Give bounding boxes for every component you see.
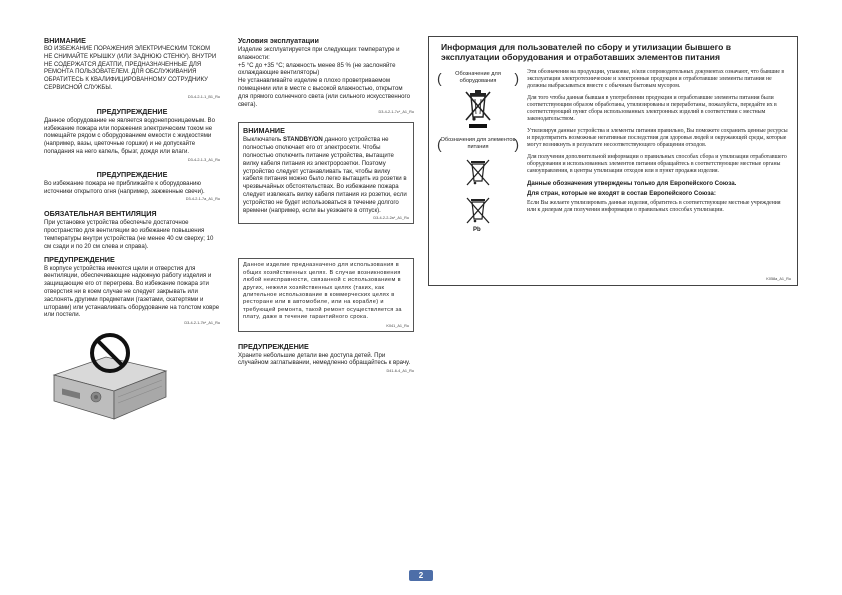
pb-label: Pb <box>473 227 481 233</box>
crossed-bin-battery-icon-2 <box>463 195 493 227</box>
conditions-text: Изделие эксплуатируется при следующих температуре и влажности: +5 °C до +35 °C; влажность менее 85 % (не заслоняйте охлаждающие вентиляторы) Не устанавливайте изделие в плохо проветриваемом помещении или в месте с высокой влажностью, открытом для прямого солнечного света (или сильного искусственного света). <box>238 46 410 108</box>
marking-batteries-label: ( Обозначения для элементов питания ) <box>437 136 519 152</box>
middle-column <box>238 36 414 381</box>
warning4-text: В корпусе устройства имеются щели и отверстия для вентиляции, обеспечивающие надежную работу изделия и защищающие его от перегрева. Во избежание пожара эти отверстия ни в коем случае не следует закрывать или заслонять другими предметами (газетами, скатертями и шторами) или устанавливать оборудование на толстом ковре или постели. <box>44 264 220 319</box>
non-eu-heading: Для стран, которые не входят в состав Европейского Союза: <box>527 190 716 197</box>
non-eu-text: Если Вы желаете утилизировать данные изделия, обратитесь в соответствующие местные учреждения или к дилерам для получения информации о правильных способах утилизации. <box>527 200 781 213</box>
household-text: Данное изделие предназначено для использования в общих хозяйственных целях. В случае возникновения любой неисправности, связанной с использованием в других, нежели хозяйственных целях (таких, как длительное использование в коммерческих целях в ресторане или в автомобиле, или на корабле) и требующей ремонта, такой ремонт осуществляется за плату, даже в течение гарантийного срока. <box>243 262 402 321</box>
caution-code: D3-4-2-2-2a*_A1_Ru <box>373 216 409 221</box>
caution-text <box>243 136 409 214</box>
warning5-text: Храните небольшие детали вне доступа детей. При случайном заглатывании, немедленно обращайтесь к врачу. <box>238 351 411 367</box>
warning3-code: D3-4-2-1-7a_A1_Ru <box>185 197 220 202</box>
disposal-info-code: K058a_A1_Ru <box>766 277 791 281</box>
warning3-text: Во избежание пожара не приближайте к оборудованию источники открытого огня (например, зажженные свечи). <box>44 179 205 195</box>
standby-caution-box <box>238 122 414 224</box>
info-paragraph-2: Для того чтобы данная бывшая в употреблении продукция и отработавшие элементы питания были соответствующим образом обработаны, утилизированы и переработаны, пожалуйста, передайте их в соответствующий пункт сбора использованных электронных изделий в соответствии с местным законодательством. <box>527 95 777 122</box>
marking-equipment-label: ( Обозначение для оборудования ) <box>437 70 519 86</box>
caution-heading: ВНИМАНИЕ <box>243 126 285 136</box>
household-use-box <box>238 258 414 331</box>
marking-equipment-text: Обозначение для оборудования <box>455 71 501 84</box>
receiver-prohibition-illustration <box>48 327 172 425</box>
disposal-info-title: Информация для пользователей по сбору и утилизации бывшего в эксплуатации оборудования и отработавших элементов питания <box>441 42 732 62</box>
info-paragraph-3: Утилизируя данные устройства и элементы питания правильно, Вы поможете сохранить ценные ресурсы и предотвратить возможные негативные последствия для здоровья людей и окружающей среды, которые могут возникнуть в результате несоответствующего обращения отходов. <box>527 128 788 148</box>
left-column <box>44 36 220 425</box>
warning3-heading: ПРЕДУПРЕЖДЕНИЕ <box>96 169 168 179</box>
conditions-heading: Условия эксплуатации <box>238 36 319 45</box>
caution-text-standby: STANDBY/ON <box>282 136 323 144</box>
ventilation-text: При установке устройства обеспечьте достаточное пространство для вентиляции во избежание повышения температуры внутри устройства (не менее 40 см сверху; 10 см сзади и по 20 см слева и справа). <box>44 219 214 250</box>
disposal-info-text <box>527 69 789 219</box>
ventilation-heading: ОБЯЗАТЕЛЬНАЯ ВЕНТИЛЯЦИЯ <box>44 209 157 219</box>
household-code: K041_A1_Ru <box>386 323 409 328</box>
crossed-bin-equipment-icon <box>461 87 495 131</box>
caution-text-before: Выключатель <box>243 136 283 144</box>
marking-batteries-text: Обозначения для элементов питания <box>440 137 516 150</box>
eu-heading: Данные обозначения утверждены только для Европейского Союза. <box>527 180 737 187</box>
warning2-code: D3-4-2-1-3_A1_Ru <box>187 157 220 162</box>
info-paragraph-1: Эти обозначения на продукции, упаковке, и/или сопроводительных документах означают, что бывшие в эксплуатации электротехнические и электронные продукция и отработавшие элементы питания не должны выбрасываться вместе с обычным бытовым мусором. <box>527 69 785 89</box>
caution-text-after: данного устройства не полностью отключает его от электросети. Чтобы полностью отключить питание устройства, вытащите вилку кабеля питания из электророзетки. Поэтому устройство следует устанавливать так, чтобы вилку кабеля питания можно было легко вытащить из розетки в чрезвычайных обстоятельствах. Во избежание пожара следует извлекать вилку кабеля питания из розетки, если устройство не будет использоваться в течение долгого времени (например, если вы уезжаете в отпуск). <box>243 136 407 214</box>
crossed-bin-battery-icon-1 <box>463 157 493 189</box>
disposal-info-box <box>428 36 798 286</box>
warning1-code: D3-4-2-1-1_B1_Ru <box>187 94 220 99</box>
warning1-text: ВО ИЗБЕЖАНИЕ ПОРАЖЕНИЯ ЭЛЕКТРИЧЕСКИМ ТОКОМ НЕ СНИМАЙТЕ КРЫШКУ (ИЛИ ЗАДНЮЮ СТЕНКУ). ВНУТРИ НЕ СОДЕРЖАТСЯ ДЕАТПИ, ПРЕДНАЗНАЧЕННЫЕ ДЛЯ РЕМОНТА ПОЛЬЗОВАТЕЛЕМ. ДЛЯ ОБСЛУЖИВАНИЯ ОБРАТИТЕСЬ К КВАЛИФИЦИРОВАННОМУ СОТРУДНИКУ СЕРВИСНОЙ СЛУЖБЫ. <box>44 46 217 91</box>
conditions-code: D3-4-2-1-7c*_A1_Ru <box>378 110 414 115</box>
info-paragraph-4: Для получения дополнительной информации о правильных способах сбора и утилизации отработавшего оборудования и использованных элементов питания обращайтесь в соответствующие местные органы самоуправления, в центры утилизации отходов или в пункт продажи изделия. <box>527 154 787 174</box>
warning1-heading: ВНИМАНИЕ <box>44 36 86 45</box>
page-number: 2 <box>409 570 433 581</box>
warning4-code: D3-4-2-1-7b*_A1_Ru <box>184 321 220 326</box>
warning2-text: Данное оборудование не является водонепроницаемым. Во избежание пожара или поражения электрическим током не помещайте рядом с оборудованием емкости с жидкостями (например, вазы, цветочные горшки) и не допускайте попадания на него капель, брызг, дождя или влаги. <box>44 116 215 155</box>
warning2-heading: ПРЕДУПРЕЖДЕНИЕ <box>96 106 168 116</box>
warning5-heading: ПРЕДУПРЕЖДЕНИЕ <box>238 341 309 351</box>
warning5-code: D41-6-4_A1_Ru <box>386 369 414 374</box>
warning4-heading: ПРЕДУПРЕЖДЕНИЕ <box>44 254 115 264</box>
